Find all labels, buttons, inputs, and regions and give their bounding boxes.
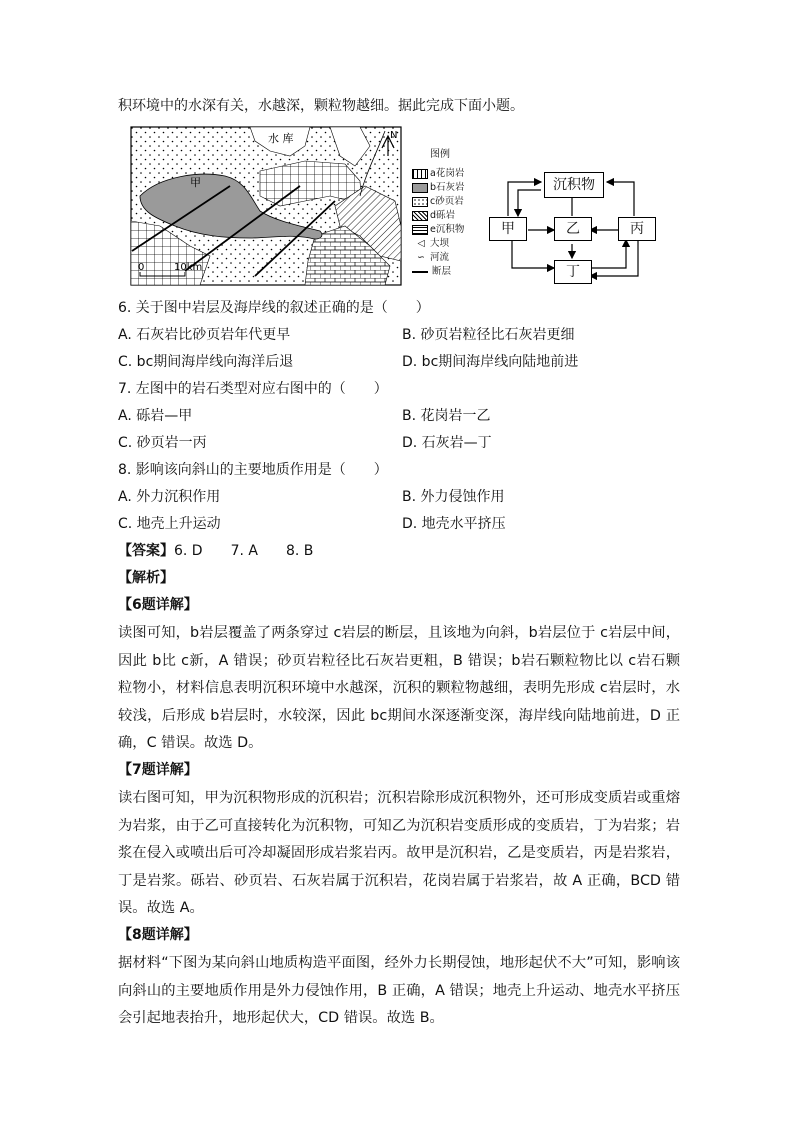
- legend-granite: a花岗岩: [412, 168, 464, 180]
- legend-river: ∽ 河流: [412, 252, 449, 264]
- q6-detail-text: 读图可知，b岩层覆盖了两条穿过 c岩层的断层，且该地为向斜，b岩层位于 c岩层中间，因此 b比 c新，A 错误；砂页岩粒径比石灰岩更粗，B 错误；b岩石颗粒物比以 c岩石颗粒物小，材料信息表明沉积环境中水越深，沉积的颗粒物越细，表明先形成 c岩层时，水较浅，后形成 b岩层时，水较深，因此 bc期间水深逐渐变深，海岸线向陆地前进，D 正确，C 错误。故选 D。: [118, 625, 680, 751]
- fault-icon: [412, 271, 428, 273]
- jia-box: 甲: [489, 217, 527, 241]
- legend-limestone: b石灰岩: [412, 182, 465, 194]
- bing-box: 丙: [618, 217, 656, 241]
- q6-option-a: A. 石灰岩比砂页岩年代更早: [118, 327, 291, 343]
- q6-option-d: D. bc期间海岸线向陆地前进: [402, 354, 579, 370]
- yi-box: 乙: [554, 217, 592, 241]
- analysis-label: 【解析】: [118, 570, 174, 586]
- question-8-stem: 8. 影响该向斜山的主要地质作用是（ ）: [118, 462, 388, 478]
- conglomerate-swatch-icon: [412, 211, 428, 221]
- q8-option-a: A. 外力沉积作用: [118, 489, 221, 505]
- q6-option-b: B. 砂页岩粒径比石灰岩更细: [402, 327, 575, 343]
- sediment-swatch-icon: [412, 225, 428, 235]
- legend-dam: ◁ 大坝: [412, 238, 449, 250]
- legend-fault: 断层: [412, 266, 451, 278]
- river-icon: ∽: [417, 252, 425, 263]
- sediment-box: 沉积物: [544, 172, 604, 198]
- north-label: N: [390, 130, 398, 141]
- q7-option-a: A. 砾岩—甲: [118, 408, 193, 424]
- q8-detail-text: 据材料“下图为某向斜山地质构造平面图，经外力长期侵蚀，地形起伏不大”可知，影响该向斜山的主要地质作用是外力侵蚀作用，B 正确，A 错误；地壳上升运动、地壳水平挤压会引起地表抬升，地形起伏大，CD 错误。故选 B。: [118, 955, 680, 1026]
- ding-box: 丁: [554, 260, 592, 284]
- answer-label: 【答案】: [118, 543, 174, 559]
- geologic-map: [130, 126, 402, 286]
- q8-option-c: C. 地壳上升运动: [118, 516, 221, 532]
- map-jia-label: 甲: [190, 176, 201, 189]
- dam-icon: ◁: [417, 238, 425, 249]
- q7-option-d: D. 石灰岩—丁: [402, 435, 492, 451]
- q8-detail-heading: 【8题详解】: [118, 927, 198, 943]
- q7-detail-text: 读右图可知，甲为沉积物形成的沉积岩；沉积岩除形成沉积物外，还可形成变质岩或重熔为岩浆，由于乙可直接转化为沉积物，可知乙为沉积岩变质形成的变质岩，丁为岩浆；岩浆在侵入或喷出后可冷却凝固形成岩浆岩丙。故甲是沉积岩，乙是变质岩，丙是岩浆岩，丁是岩浆。砾岩、砂页岩、石灰岩属于沉积岩，花岗岩属于岩浆岩，故 A 正确，BCD 错误。故选 A。: [118, 790, 680, 916]
- q7-option-c: C. 砂页岩一丙: [118, 435, 207, 451]
- q7-option-b: B. 花岗岩一乙: [402, 408, 491, 424]
- reservoir-label: 水 库: [268, 132, 294, 145]
- legend-sediment: e沉积物: [412, 224, 464, 236]
- q7-detail-heading: 【7题详解】: [118, 762, 198, 778]
- question-7-stem: 7. 左图中的岩石类型对应右图中的（ ）: [118, 381, 388, 397]
- legend-title: 图例: [430, 149, 450, 160]
- q8-option-b: B. 外力侵蚀作用: [402, 489, 505, 505]
- q6-option-c: C. bc期间海岸线向海洋后退: [118, 354, 294, 370]
- sandshale-swatch-icon: [412, 197, 428, 207]
- q8-option-d: D. 地壳水平挤压: [402, 516, 506, 532]
- scale-distance: 10km: [174, 262, 203, 273]
- answer-line: [118, 541, 313, 561]
- intro-text: 积环境中的水深有关，水越深，颗粒物越细。据此完成下面小题。: [118, 98, 524, 114]
- legend-conglomerate: d砾岩: [412, 210, 455, 222]
- scale-zero: 0: [138, 262, 145, 273]
- answer-text: 6. D 7. A 8. B: [174, 543, 314, 559]
- legend-sandshale: c砂页岩: [412, 196, 464, 208]
- limestone-swatch-icon: [412, 183, 428, 193]
- q6-detail-heading: 【6题详解】: [118, 597, 198, 613]
- granite-swatch-icon: [412, 169, 428, 179]
- question-6-stem: 6. 关于图中岩层及海岸线的叙述正确的是（ ）: [118, 300, 430, 316]
